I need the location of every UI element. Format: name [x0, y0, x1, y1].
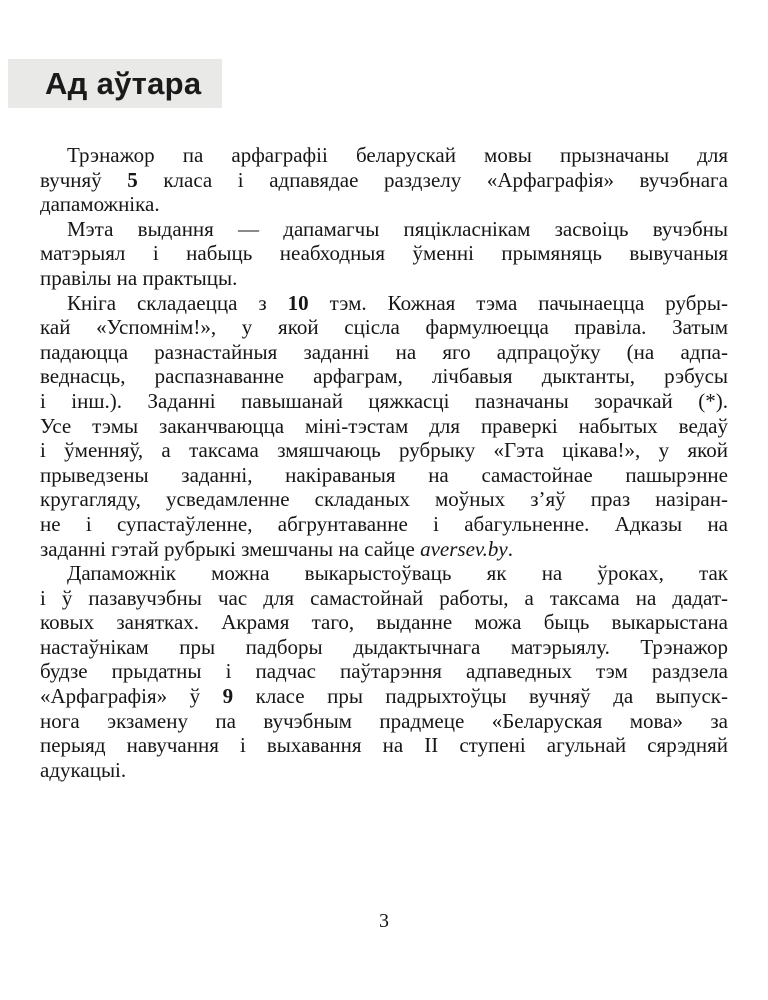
text-line: [40, 586, 728, 611]
page-title: Ад аўтара: [45, 65, 202, 101]
text-line: [40, 733, 728, 758]
text-line: [40, 561, 728, 586]
text-segment: заданні гэтай рубрыкі змешчаны на сайце: [40, 536, 421, 561]
text-line: [40, 364, 728, 389]
text-segment: і ўменняў, а таксама змяшчаюць рубрыку «Гэта цікава!», у якой: [40, 438, 728, 463]
page-number: 3: [379, 910, 389, 932]
text-line: [40, 610, 728, 635]
site-name-italic: aversev.by: [420, 536, 508, 561]
text-segment: кругагляду, усведамленне складаных моўных з’яў праз назіран-: [40, 487, 728, 512]
text-segment: веднасць, распазнаванне арфаграм, лічбавыя дыктанты, рэбусы: [40, 364, 728, 389]
text-segment: перыяд навучання і выхавання на II ступені агульнай сярэдняй: [40, 733, 728, 758]
text-line: [40, 659, 728, 684]
text-segment: настаўнікам пры падборы дыдактычнага матэрыялу. Трэнажор: [40, 634, 728, 659]
paragraph: [40, 217, 728, 291]
text-segment: і ў пазавучэбны час для самастойнай работы, а таксама на дадат-: [40, 585, 728, 610]
text-segment: класе пры падрыхтоўцы вучняў да выпуск-: [233, 684, 728, 709]
text-segment: кай «Успомнім!», у якой сцісла фармулюецца правіла. Затым: [40, 315, 728, 340]
text-segment: Дапаможнік можна выкарыстоўваць як на ўроках, так: [67, 561, 728, 586]
text-line: [40, 217, 728, 242]
text-segment: ковых занятках. Акрамя таго, выданне можа быць выкарыстана: [40, 610, 728, 635]
text-line: [40, 266, 728, 291]
body-text: [40, 143, 728, 782]
text-line: [40, 192, 728, 217]
text-line: [40, 143, 728, 168]
text-line: [40, 684, 728, 709]
text-line: [40, 340, 728, 365]
text-line: [40, 709, 728, 734]
bold-number: 10: [287, 290, 309, 315]
text-segment: адукацыі.: [40, 757, 127, 782]
text-line: [40, 463, 728, 488]
text-segment: .: [507, 536, 513, 561]
text-segment: прыведзены заданні, накіраваныя на самастойнае пашырэнне: [40, 462, 728, 487]
text-line: [40, 168, 728, 193]
text-line: [40, 291, 728, 316]
paragraph: [40, 291, 728, 562]
text-segment: матэрыял і набыць неабходныя ўменні прымяняць вывучаныя: [40, 241, 728, 266]
text-segment: нога экзамену па вучэбным прадмеце «Беларуская мова» за: [40, 708, 728, 733]
paragraph: [40, 143, 728, 217]
text-segment: Кніга складаецца з: [67, 290, 288, 315]
text-line: [40, 512, 728, 537]
text-line: [40, 315, 728, 340]
bold-number: 9: [222, 684, 234, 709]
text-segment: Трэнажор па арфаграфіі беларускай мовы прызначаны для: [67, 143, 728, 167]
text-segment: Усе тэмы заканчваюцца міні-тэстам для праверкі набытых ведаў: [40, 413, 728, 438]
text-line: [40, 389, 728, 414]
text-segment: не і супастаўленне, абгрунтаванне і абагульненне. Адказы на: [40, 511, 728, 536]
text-segment: тэм. Кожная тэма пачынаецца рубры-: [308, 290, 728, 315]
text-line: [40, 241, 728, 266]
text-line: [40, 537, 728, 562]
text-line: [40, 487, 728, 512]
text-line: [40, 438, 728, 463]
text-segment: дапаможніка.: [40, 192, 160, 217]
text-segment: класа і адпавядае раздзелу «Арфаграфія» вучэбнага: [137, 167, 728, 192]
text-line: [40, 758, 728, 783]
text-segment: будзе прыдатны і падчас паўтарэння адпаведных тэм раздзела: [40, 659, 728, 684]
text-segment: і інш.). Заданні павышанай цяжкасці пазначаны зорачкай (*).: [40, 388, 728, 413]
text-segment: «Арфаграфія» ў: [40, 684, 223, 709]
bold-number: 5: [127, 167, 138, 192]
text-line: [40, 635, 728, 660]
text-segment: падаюцца разнастайныя заданні на яго адпрацоўку (на адпа-: [40, 339, 728, 364]
text-segment: правілы на практыцы.: [40, 265, 238, 290]
section-heading-band: [8, 59, 222, 108]
paragraph: [40, 561, 728, 782]
text-line: [40, 414, 728, 439]
text-segment: вучняў: [40, 167, 128, 192]
text-segment: Мэта выдання — дапамагчы пяцікласнікам засвоіць вучэбны: [67, 216, 728, 241]
